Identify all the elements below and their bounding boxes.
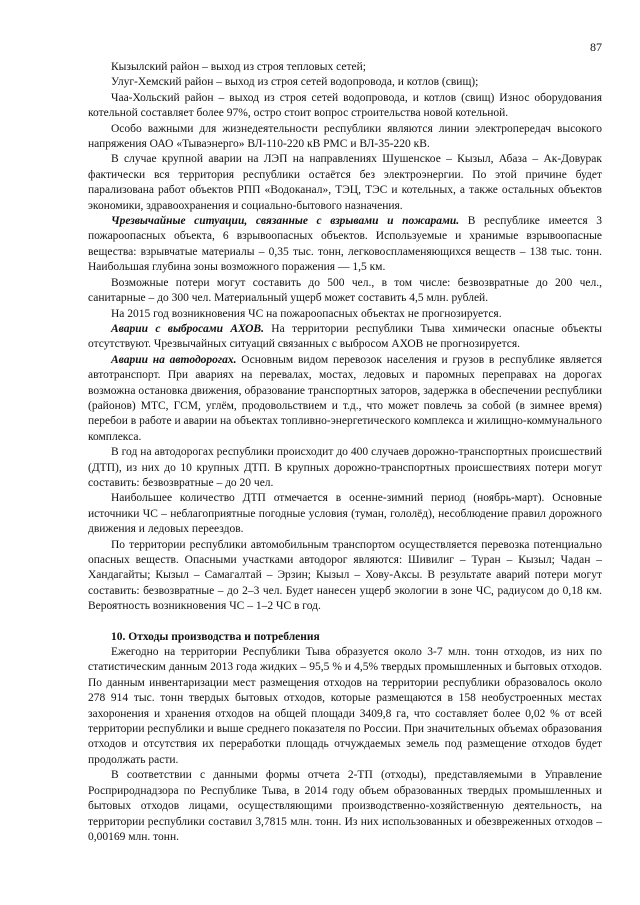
run-in-heading: Аварии с выбросами АХОВ. (111, 322, 264, 335)
paragraph-text: Чаа-Хольский район – выход из строя сетей водопровода, и котлов (свищ) Износ оборудования котельной составляет более 97%, остро стоит вопрос строительства новой котельной. (88, 91, 602, 120)
paragraph (88, 307, 602, 322)
paragraph (88, 491, 602, 537)
run-in-heading: Аварии на автодорогах. (111, 353, 237, 366)
paragraph (88, 276, 602, 307)
paragraph-text: В год на автодорогах республики происходит до 400 случаев дорожно-транспортных происшествий (ДТП), из них до 10 крупных ДТП. В крупных дорожно-транспортных происшествиях потери могут составить: безвозвратные – до 20 чел. (88, 446, 602, 489)
paragraph (88, 445, 602, 491)
section-heading (88, 630, 602, 645)
paragraph (88, 322, 602, 353)
page-number: 87 (590, 40, 602, 54)
paragraph (88, 645, 602, 768)
paragraph (88, 75, 602, 90)
document-body (88, 60, 602, 845)
section-heading-text: 10. Отходы производства и потребления (111, 630, 320, 643)
paragraph-text: На территории республики Тыва химически опасные объекты отсутствуют. Чрезвычайных ситуаций связанных с выбросом АХОВ не прогнозируется. (88, 322, 602, 351)
paragraph-text: Особо важными для жизнедеятельности республики являются линии электропередач высокого напряжения ОАО «Тываэнерго» ВЛ-110-220 кВ РМС и ВЛ-35-220 кВ. (88, 122, 602, 151)
paragraph (88, 152, 602, 214)
paragraph (88, 91, 602, 122)
paragraph-text: По территории республики автомобильным транспортом осуществляется перевозка потенциально опасных веществ. Опасными участками автодорог являются: Шивилиг – Туран – Кызыл; Чадан – Хандагайты; Кызыл – Самагалтай – Эрзин; Кызыл – Хову-Аксы. В результате аварий потери могут составить: безвозвратные – до 2–3 чел. Будет нанесен ущерб экологии в зоне ЧС, радиусом до 0,18 км. Вероятность возникновения ЧС – 1–2 ЧС в год. (88, 538, 602, 613)
paragraph-text: Наибольшее количество ДТП отмечается в осенне-зимний период (ноябрь-март). Основные источники ЧС – неблагоприятные погодные условия (туман, гололёд), несоблюдение правил дорожного движения и ледовых переездов. (88, 492, 602, 536)
paragraph-text: Основным видом перевозок населения и грузов в республике является автотранспорт. При авариях на перевалах, мостах, ледовых и паромных переправах на дорогах возможна остановка движения, образование транспортных заторов, задержка в обеспечении республики (районов) МТС, ГСМ, углём, продовольствием и т.д., что может повлечь за собой (в зимнее время) перебои в работе и аварии на объектах топливно-энергетического комплекса и жилищно-коммунального комплекса. (88, 353, 602, 443)
paragraph (88, 353, 602, 445)
paragraph (88, 122, 602, 153)
paragraph-text: Ежегодно на территории Республики Тыва образуется около 3-7 млн. тонн отходов, из них по статистическим данным 2013 года жидких – 95,5 % и 4,5% твердых промышленных и бытовых отходов. По данным инвентаризации мест размещения отходов на территории республики образовалось около 278 914 тыс. тонн твердых бытовых отходов, которые размещаются в 158 необустроенных местах захоронения и хранения отходов на общей площади 3409,8 га, что составляет более 0,02 % от всей территории республики и выше среднего показателя по России. При значительных объемах образования отходов и отсутствия их переработки площадь отчуждаемых земель под размещение отходов будет продолжать расти. (88, 646, 602, 766)
paragraph (88, 768, 602, 845)
paragraph-text: Улуг-Хемский район – выход из строя сетей водопровода, и котлов (свищ); (111, 76, 479, 89)
paragraph-text: В соответствии с данными формы отчета 2-ТП (отходы), представляемыми в Управление Росприроднадзора по Республике Тыва, в 2014 году объем образованных твердых промышленных и бытовых отходов лицами, осуществляющими производственно-хозяйственную деятельность, на территории республики составил 3,7815 млн. тонн. Из них использованных и обезвреженных отходов – 0,00169 млн. тонн. (88, 769, 602, 843)
paragraph-text: Кызылский район – выход из строя тепловых сетей; (111, 61, 366, 73)
paragraph-text: В республике имеется 3 пожароопасных объекта, 6 взрывоопасных объектов. Используемые и хранимые взрывоопасные вещества: взрывчатые материалы – 0,35 тыс. тонн, легковоспламеняющихся веществ – 138 тыс. тонн. Наибольшая глубина зоны возможного поражения — 1,5 км. (88, 215, 602, 274)
run-in-heading: Чрезвычайные ситуации, связанные с взрывами и пожарами. (111, 215, 460, 228)
paragraph (88, 60, 602, 75)
paragraph-text: В случае крупной аварии на ЛЭП на направлениях Шушенское – Кызыл, Абаза – Ак-Довурак фактически вся территория республики остаётся без электроэнергии. По этой причине будет парализована работ объектов РПП «Водоканал», ТЭЦ, ТЭС и котельных, а также остальных объектов экономики, здравоохранения и социально-бытового назначения. (88, 153, 602, 212)
paragraph (88, 214, 602, 276)
paragraph-text: Возможные потери могут составить до 500 чел., в том числе: безвозвратные до 200 чел., санитарные – до 300 чел. Материальный ущерб может составить 4,5 млн. рублей. (88, 276, 602, 305)
paragraph-text: На 2015 год возникновения ЧС на пожароопасных объектах не прогнозируется. (111, 307, 502, 320)
paragraph (88, 538, 602, 615)
